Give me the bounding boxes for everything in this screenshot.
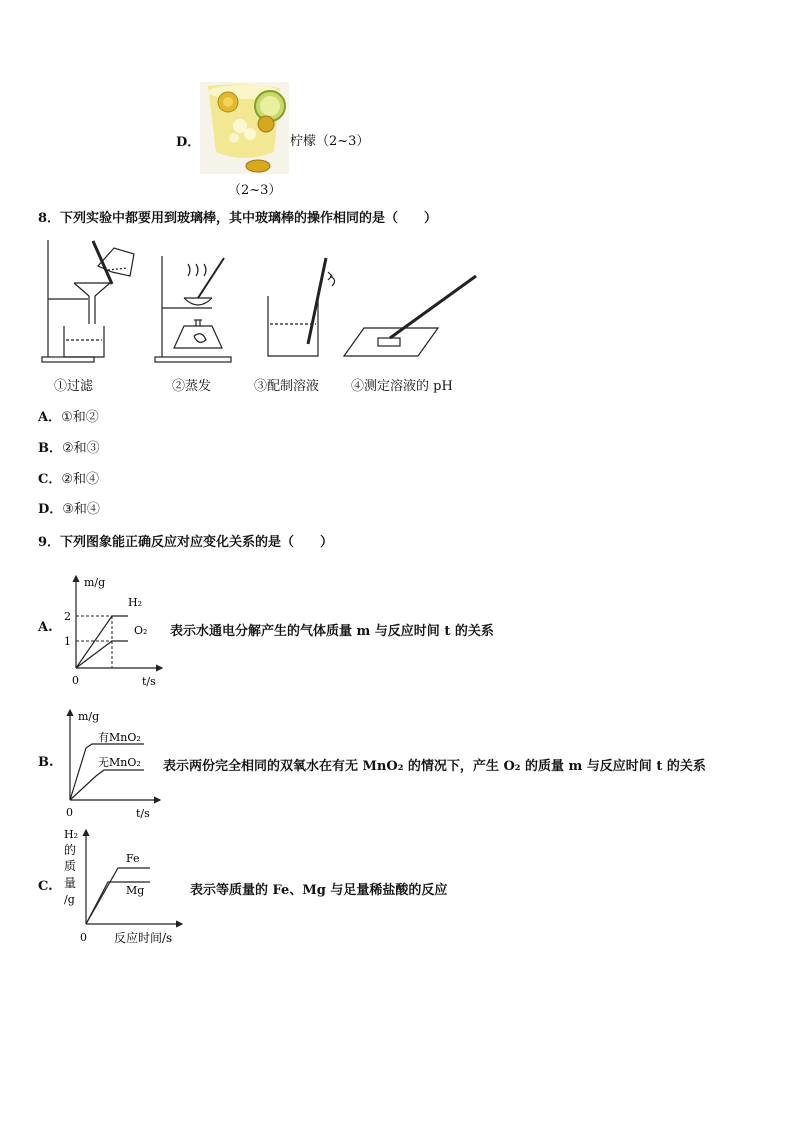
- series-o2-label: O₂: [134, 624, 148, 637]
- q9-stem: 9．下列图象能正确反应对应变化关系的是（ ）: [38, 535, 334, 550]
- h2-line: [76, 616, 128, 668]
- q9-graph-c: [60, 826, 190, 948]
- q8-apparatus-figure: [38, 236, 488, 366]
- origin-label: 0: [72, 674, 79, 687]
- q7-option-d-caption: （2~3）: [228, 183, 282, 198]
- evaporation-apparatus: [155, 256, 231, 362]
- q8-option-c-label: C．: [38, 472, 62, 487]
- q8-option-d[interactable]: [38, 498, 100, 517]
- without-mno2-line: [70, 770, 144, 800]
- q7-option-d-label: D．: [176, 135, 201, 150]
- series-without-mno2-label: 无MnO₂: [98, 756, 141, 769]
- series-fe-label: Fe: [126, 852, 140, 865]
- q8-figure-4-caption: ④测定溶液的 pH: [351, 379, 453, 394]
- y-axis-label-line-3: 质: [64, 859, 77, 873]
- q9-graph-b: [56, 706, 166, 822]
- q9-option-a-label: A.: [38, 620, 53, 635]
- x-axis-label: 反应时间/s: [114, 931, 173, 945]
- q9-graph-a: [56, 572, 166, 690]
- q9-option-a-text[interactable]: 表示水通电分解产生的气体质量 m 与反应时间 t 的关系: [170, 624, 494, 639]
- q8-option-b[interactable]: [38, 437, 100, 456]
- y-axis-label: m/g: [78, 710, 100, 723]
- q8-stem: 8．下列实验中都要用到玻璃棒，其中玻璃棒的操作相同的是（ ）: [38, 211, 438, 226]
- q8-option-c-text: ②和④: [61, 472, 100, 487]
- origin-label: 0: [80, 931, 87, 944]
- x-axis-label: t/s: [142, 675, 156, 688]
- q9-option-c-label: C.: [38, 879, 53, 894]
- q8-option-c[interactable]: [38, 468, 99, 487]
- filtration-apparatus: [42, 240, 134, 362]
- q8-figure-3-caption: ③配制溶液: [254, 379, 320, 394]
- lemon-drink-image: [200, 82, 289, 174]
- solution-preparation-apparatus: [268, 258, 335, 356]
- series-h2-label: H₂: [128, 596, 143, 609]
- q9-option-b-text[interactable]: 表示两份完全相同的双氧水在有无 MnO₂ 的情况下，产生 O₂ 的质量 m 与反应时间 t 的关系: [163, 759, 706, 774]
- q7-option-d-text: 柠檬（2~3）: [290, 134, 370, 149]
- q8-option-b-text: ②和③: [62, 441, 100, 456]
- q8-option-a-text: ①和②: [61, 410, 99, 425]
- x-axis-label: t/s: [136, 807, 150, 820]
- q9-option-b-label: B.: [38, 755, 54, 770]
- ph-test-apparatus: [344, 276, 476, 356]
- y-axis-label: m/g: [84, 576, 106, 589]
- origin-label: 0: [66, 806, 73, 819]
- tick-2: 2: [64, 610, 71, 623]
- q8-figure-2-caption: ②蒸发: [172, 379, 212, 394]
- q8-figure-1-caption: ①过滤: [54, 379, 94, 394]
- o2-line: [76, 641, 128, 668]
- q8-option-d-label: D．: [38, 502, 63, 517]
- tick-1: 1: [64, 635, 71, 648]
- series-mg-label: Mg: [126, 884, 145, 897]
- y-axis-label-line-4: 量: [64, 876, 77, 890]
- series-with-mno2-label: 有MnO₂: [98, 731, 141, 744]
- y-axis-label-line-5: /g: [64, 893, 75, 906]
- y-axis-label-line-1: H₂: [64, 828, 79, 841]
- with-mno2-line: [70, 744, 144, 800]
- q9-option-c-text[interactable]: 表示等质量的 Fe、Mg 与足量稀盐酸的反应: [190, 883, 448, 898]
- q8-option-a-label: A．: [38, 410, 62, 425]
- y-axis-label-line-2: 的: [64, 843, 77, 857]
- q8-option-d-text: ③和④: [62, 502, 100, 517]
- q8-option-a[interactable]: [38, 406, 99, 425]
- q8-option-b-label: B．: [38, 441, 62, 456]
